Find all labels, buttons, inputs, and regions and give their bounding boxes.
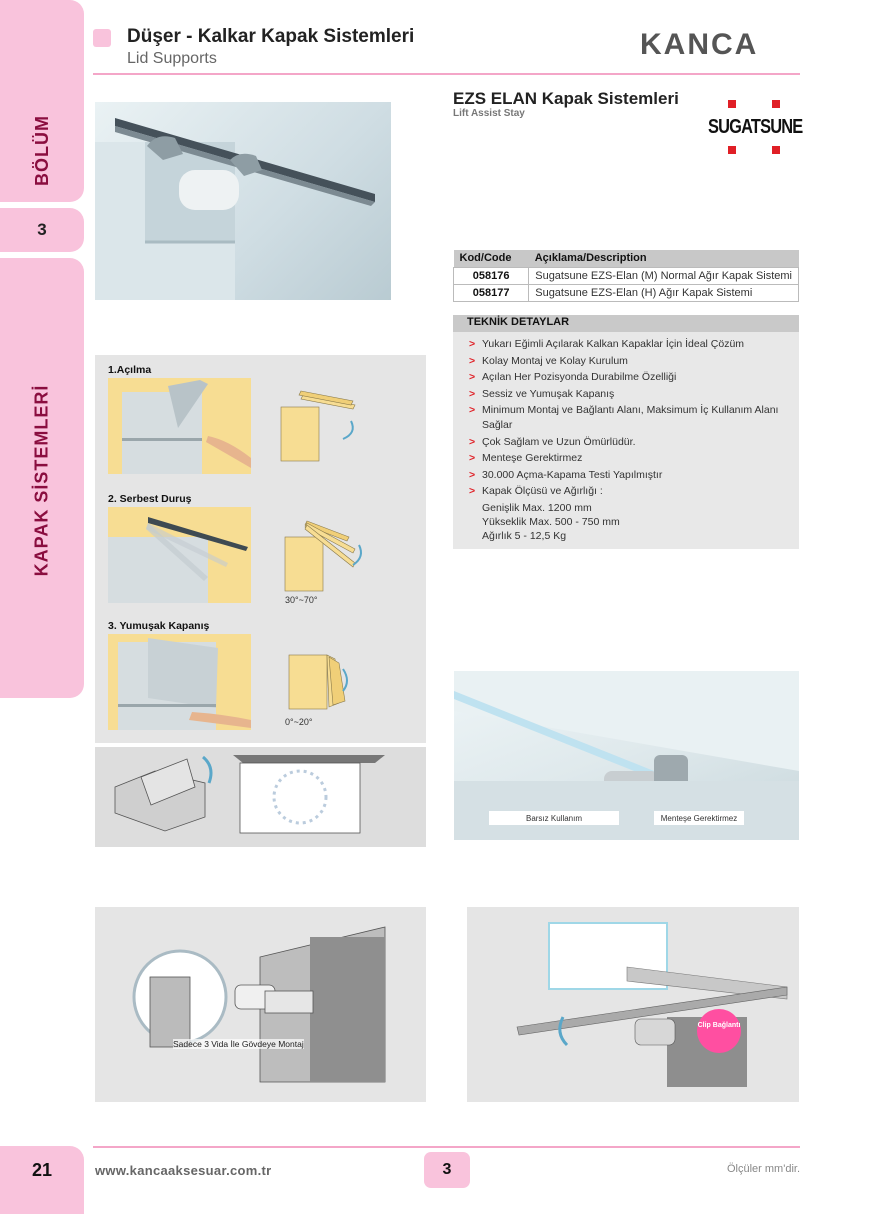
- table-cell-code: 058176: [454, 267, 529, 284]
- header-square-icon: [93, 29, 111, 47]
- table-header-code: Kod/Code: [454, 250, 529, 267]
- list-item: > Menteşe Gerektirmez: [469, 451, 799, 466]
- product-table: [453, 250, 799, 302]
- soft-close-angle: 0°~20°: [285, 717, 313, 727]
- step-label-free-stop: 2. Serbest Duruş: [108, 493, 192, 505]
- mounting-diagram-panel: [95, 747, 426, 847]
- opening-illustration: [108, 378, 251, 474]
- clip-mount-illustration: [467, 907, 799, 1102]
- list-item: > Minimum Montaj ve Bağlantı Alanı, Maksimum İç Kullanım Alanı Sağlar: [469, 403, 799, 433]
- dimension-height: Yükseklik Max. 500 - 750 mm: [482, 515, 620, 528]
- section-number: 3: [37, 220, 47, 239]
- installed-photo: [454, 671, 799, 840]
- website-url: www.kancaaksesuar.com.tr: [95, 1163, 272, 1178]
- page-subtitle: Lid Supports: [127, 50, 217, 67]
- logo-square-icon: [772, 146, 780, 154]
- step-label-opening: 1.Açılma: [108, 364, 152, 376]
- section-name: KAPAK SİSTEMLERİ: [31, 384, 52, 576]
- step-image-soft-close: [108, 634, 251, 730]
- list-item: > Yukarı Eğimli Açılarak Kalkan Kapaklar İçin İdeal Çözüm: [469, 337, 799, 352]
- dimension-weight: Ağırlık 5 - 12,5 Kg: [482, 529, 567, 542]
- logo-square-icon: [728, 146, 736, 154]
- table-header-description: Açıklama/Description: [529, 250, 799, 267]
- install-panel-clip: [467, 907, 799, 1102]
- free-stop-illustration: [108, 507, 251, 603]
- soft-close-diagram: [283, 645, 363, 717]
- tech-details-list: [453, 332, 799, 499]
- table-row: [454, 284, 799, 301]
- list-item: > Sessiz ve Yumuşak Kapanış: [469, 387, 799, 402]
- list-item: > Çok Sağlam ve Uzun Ömürlüdür.: [469, 435, 799, 450]
- clip-badge: Clip Bağlantı: [697, 1022, 741, 1029]
- sidebar: [0, 0, 84, 1214]
- product-image: [95, 102, 391, 300]
- brand-logo: KANCA: [640, 28, 759, 61]
- photo-caption-right: Menteşe Gerektirmez: [654, 811, 744, 825]
- list-item: > Açılan Her Pozisyonda Durabilme Özelliği: [469, 370, 799, 385]
- usage-steps-panel: [95, 355, 426, 743]
- table-cell-description: Sugatsune EZS-Elan (M) Normal Ağır Kapak Sistemi: [529, 267, 799, 284]
- logo-text: SUGATSUNE: [708, 116, 803, 138]
- list-item: > Kapak Ölçüsü ve Ağırlığı :: [469, 484, 799, 499]
- footer-note: Ölçüler mm'dir.: [727, 1163, 800, 1175]
- list-item: > Kolay Montaj ve Kolay Kurulum: [469, 354, 799, 369]
- header-divider: [93, 73, 800, 75]
- table-cell-description: Sugatsune EZS-Elan (H) Ağır Kapak Sistemi: [529, 284, 799, 301]
- install-panel-screws: [95, 907, 426, 1102]
- screw-mount-note: Sadece 3 Vida İle Gövdeye Montaj: [173, 1039, 304, 1049]
- footer-divider: [93, 1146, 800, 1148]
- product-subtitle: Lift Assist Stay: [453, 108, 525, 119]
- step-image-free-stop: [108, 507, 251, 603]
- section-label: BÖLÜM: [31, 114, 52, 186]
- footer-section-number: 3: [424, 1152, 470, 1188]
- logo-square-icon: [772, 100, 780, 108]
- table-row: [454, 267, 799, 284]
- free-stop-angle: 30°~70°: [285, 595, 318, 605]
- screw-mount-illustration: [95, 907, 426, 1102]
- step-label-soft-close: 3. Yumuşak Kapanış: [108, 620, 210, 632]
- step-image-opening: [108, 378, 251, 474]
- page-number: 21: [31, 1159, 53, 1180]
- photo-caption-left: Barsız Kullanım: [489, 811, 619, 825]
- product-title: EZS ELAN Kapak Sistemleri: [453, 89, 679, 108]
- tech-details-panel: [453, 315, 799, 549]
- table-cell-code: 058177: [454, 284, 529, 301]
- mounting-diagrams: [95, 747, 426, 847]
- soft-close-illustration: [108, 634, 251, 730]
- free-stop-diagram: [279, 515, 369, 595]
- page-title: Düşer - Kalkar Kapak Sistemleri: [127, 26, 415, 47]
- opening-diagram: [273, 385, 363, 465]
- sugatsune-logo: [704, 100, 803, 156]
- cabinet-illustration: [95, 102, 391, 300]
- dimension-width: Genişlik Max. 1200 mm: [482, 501, 592, 514]
- list-item: > 30.000 Açma-Kapama Testi Yapılmıştır: [469, 468, 799, 483]
- logo-square-icon: [728, 100, 736, 108]
- tech-details-title: TEKNİK DETAYLAR: [453, 315, 799, 332]
